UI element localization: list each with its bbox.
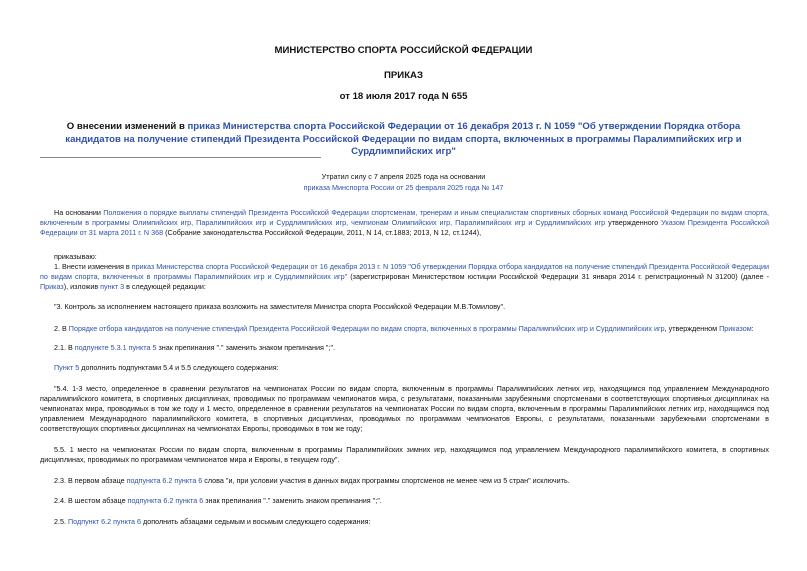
text-span: , утвержденном bbox=[664, 324, 720, 333]
document-title bbox=[40, 121, 767, 159]
paragraph-subclause-5-5: 5.5. 1 место на чемпионатах России по видам спорта, включенным в программы Паралимпийских зимних игр, находящимся под управлением Международного паралимпийского комитета, в спортивных дисциплинах, проводимых по программам чемпионатов мира и Европы, в текущем году". bbox=[40, 445, 769, 464]
text-span: дополнить абзацами седьмым и восьмым следующего содержания: bbox=[141, 517, 371, 526]
paragraph-item-2-2 bbox=[40, 363, 769, 373]
text-span: утвержденного bbox=[605, 217, 662, 227]
status-note-text: Утратил силу с 7 апреля 2025 года на основании bbox=[321, 172, 486, 181]
link-selection-procedure[interactable]: Порядке отбора кандидатов на получение стипендий Президента Российской Федерации по видам спорта, включенных в программы Паралимпийских игр и Сурдлимпийских игр bbox=[68, 324, 665, 333]
paragraph-item-2-4 bbox=[40, 496, 769, 506]
text-span: дополнить подпунктами 5.4 и 5.5 следующего содержания: bbox=[79, 363, 279, 372]
separator-line bbox=[40, 157, 321, 158]
ministry-heading: МИНИСТЕРСТВО СПОРТА РОССИЙСКОЙ ФЕДЕРАЦИИ bbox=[274, 45, 533, 56]
text-span: 1. Внести изменения в bbox=[54, 262, 132, 271]
paragraph-item-2-5 bbox=[40, 517, 769, 527]
link-clause-3[interactable]: пункт 3 bbox=[100, 281, 125, 291]
status-note-link[interactable]: приказа Минспорта России от 25 февраля 2025 года № 147 bbox=[303, 183, 504, 192]
document-date-number: от 18 июля 2017 года N 655 bbox=[339, 91, 468, 102]
paragraph-order-word: приказываю: bbox=[54, 252, 97, 261]
link-order-approved[interactable]: Приказом bbox=[719, 324, 752, 333]
text-span: знак препинания "." заменить знаком препинания ";". bbox=[203, 496, 382, 505]
link-subclause-6-2[interactable]: подпункта 6.2 пункта 6 bbox=[126, 476, 203, 485]
paragraph-basis bbox=[40, 208, 769, 238]
link-presidential-decree-368[interactable]: Указом Президента Российской Федерации от 31 марта 2011 г. N 368 bbox=[40, 217, 769, 237]
link-stipend-regulation[interactable]: Положения о порядке выплаты стипендий Президента Российской Федерации спортсменам, тренерам и иным специалистам спортивных сборных команд Российской Федерации по видам спорта, включенным в программы Олимпийских игр, Паралимпийских игр и Сурдлимпийских игр, чемпионам Олимпийских игр, Паралимпийских игр и Сурдлимпийских игр bbox=[40, 208, 769, 227]
title-text: О внесении изменений в bbox=[66, 121, 188, 132]
document-type: ПРИКАЗ bbox=[384, 70, 423, 81]
link-subclause-6-2[interactable]: подпункта 6.2 пункта 6 bbox=[127, 496, 204, 505]
paragraph-item-1 bbox=[40, 262, 769, 292]
text-span: (зарегистрирован Министерством юстиции Российской Федерации 31 января 2014 г. регистрационный N 31200) (далее - bbox=[347, 271, 769, 281]
link-order-1059[interactable]: приказ Министерства спорта Российской Федерации от 16 декабря 2013 г. N 1059 "Об утверждении Порядка отбора кандидатов на получение стипендий Президента Российской Федерации по видам спорта, включенных в программы Паралимпийских игр и Сурдлимпийских игр" bbox=[40, 262, 769, 281]
text-span: ), изложив bbox=[63, 281, 101, 291]
text-span: 2.5. bbox=[54, 517, 68, 526]
text-span: (Собрание законодательства Российской Федерации, 2011, N 14, ст.1883; 2013, N 12, ст.1244), bbox=[163, 227, 482, 237]
text-span: : bbox=[751, 324, 754, 333]
text-span: в следующей редакции: bbox=[124, 281, 206, 291]
text-span: На основании bbox=[54, 208, 104, 217]
paragraph-item-2-1 bbox=[40, 343, 769, 353]
link-order[interactable]: Приказ bbox=[40, 281, 64, 291]
link-subclause-5-3-1[interactable]: подпункте 5.3.1 пункта 5 bbox=[74, 343, 157, 352]
text-span: 2. В bbox=[54, 324, 69, 333]
text-span: 2.1. В bbox=[54, 343, 75, 352]
paragraph-subclause-5-4: "5.4. 1-3 место, определенное в сравнении результатов на чемпионатах России по видам спорта, включенным в программы Паралимпийских летних игр, находящимся под управлением Международного паралимпийского комитета, в спортивных дисциплинах, проводимых по программам чемпионатов мира, с результатами, показанными зарубежными спортсменами в соответствующих спортивных дисциплинах на чемпионатах мира, проводимых в том же году и 1 место, определенное в сравнении результатов на чемпионатах России по видам спорта, включенным в программы Паралимпийских летних игр, находящимся под управлением Международного паралимпийского комитета, в спортивных дисциплинах, проводимых по программам чемпионатов Европы, с результатами, показанными зарубежными спортсменами в соответствующих спортивных дисциплинах на чемпионатах Европы, проводимых в том же году; bbox=[40, 384, 769, 433]
text-span: 2.4. В шестом абзаце bbox=[54, 496, 128, 505]
text-span: слова "и, при условии участия в данных видах программы спортсменов не менее чем из 5 стран" исключить. bbox=[202, 476, 570, 485]
text-span: 2.3. В первом абзаце bbox=[54, 476, 127, 485]
paragraph-clause-3-text: "3. Контроль за исполнением настоящего приказа возложить на заместителя Министра спорта Российской Федерации М.В.Томилову". bbox=[54, 302, 506, 311]
link-subclause-6-2-b[interactable]: Подпункт 6.2 пункта 6 bbox=[68, 517, 142, 526]
title-link-order-1059[interactable]: приказ Министерства спорта Российской Федерации от 16 декабря 2013 г. N 1059 "Об утверждении Порядка отбора кандидатов на получение стипендий Президента Российской Федерации по видам спорта, включенных в программы Паралимпийских игр и Сурдлимпийских игр" bbox=[65, 121, 742, 157]
text-span: знак препинания "." заменить знаком препинания ";". bbox=[156, 343, 336, 352]
link-clause-5[interactable]: Пункт 5 bbox=[54, 363, 80, 372]
paragraph-item-2 bbox=[40, 324, 769, 334]
status-note-link-wrap bbox=[290, 182, 517, 193]
paragraph-item-2-3 bbox=[40, 476, 769, 486]
